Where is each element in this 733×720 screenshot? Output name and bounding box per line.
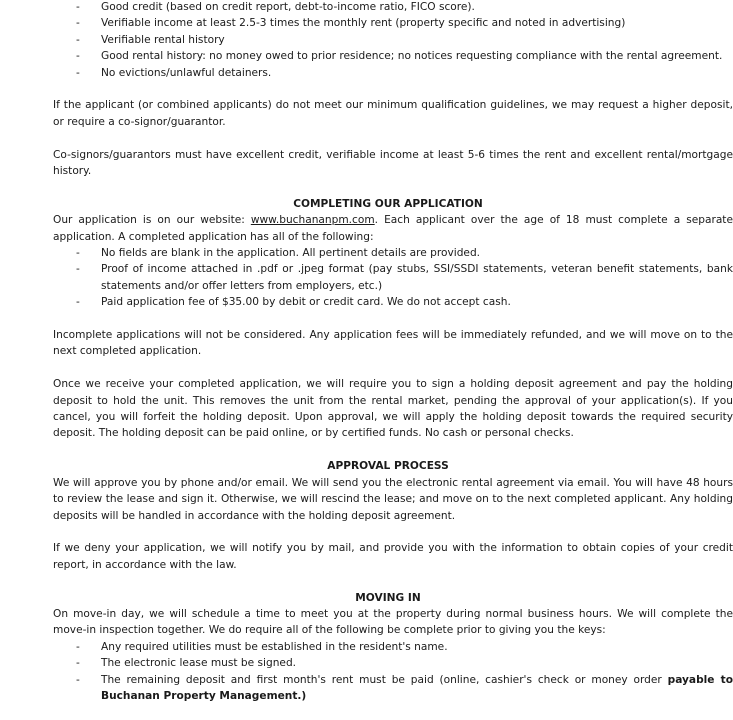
website-link[interactable]: www.buchananpm.com <box>250 214 375 227</box>
paragraph-incomplete-applications: Incomplete applications will not be considered. Any application fees will be immediately refunded, and we will move on to the next completed application. <box>53 329 733 358</box>
qualification-list <box>53 0 733 81</box>
list-item: - Good credit (based on credit report, debt-to-income ratio, FICO score). <box>76 1 475 13</box>
list-item-text: The electronic lease must be signed. <box>101 657 297 670</box>
list-item-text: No evictions/unlawful detainers. <box>101 66 272 79</box>
list-item-text: Verifiable rental history <box>101 33 225 46</box>
section-heading-completing: COMPLETING OUR APPLICATION <box>293 197 483 210</box>
payable-to-text: payable to Buchanan Property Management.) <box>101 673 733 702</box>
list-item-text: Proof of income attached in .pdf or .jpeg format (pay stubs, SSI/SSDI statements, veteran benefit statements, bank statements and/or offer letters from employers, etc.) <box>101 263 733 292</box>
list-item-text: Good credit (based on credit report, debt-to-income ratio, FICO score). <box>101 1 475 13</box>
list-item-text: Good rental history: no money owed to prior residence; no notices requesting compliance with the rental agreement. <box>101 50 723 63</box>
list-item: - The remaining deposit and first month's rent must be paid (online, cashier's check or money order payable to Buchanan Property Management.) <box>76 673 733 702</box>
list-item: - Verifiable income at least 2.5-3 times the monthly rent (property specific and noted in advertising) <box>76 17 626 30</box>
paragraph-application-intro: Our application is on our website: www.buchananpm.com. Each applicant over the age of 18 must complete a separate application. A completed application has all of the following: <box>53 214 733 243</box>
list-item: - No evictions/unlawful detainers. <box>76 66 272 79</box>
document-page <box>53 0 733 704</box>
list-item: - Good rental history: no money owed to prior residence; no notices requesting compliance with the rental agreement. <box>76 50 723 63</box>
application-requirements-list <box>53 245 733 311</box>
paragraph-holding-deposit: Once we receive your completed application, we will require you to sign a holding deposit agreement and pay the holding deposit to hold the unit. This removes the unit from the rental market, pending the approval of your application(s). If you cancel, you will forfeit the holding deposit. Upon approval, we will apply the holding deposit towards the required security deposit. The holding deposit can be paid online, or by certified funds. No cash or personal checks. <box>53 378 733 440</box>
section-heading-moving-in: MOVING IN <box>355 591 421 604</box>
paragraph-approval: We will approve you by phone and/or email. We will send you the electronic rental agreement via email. You will have 48 hours to review the lease and sign it. Otherwise, we will rescind the lease; and move on to the next completed applicant. Any holding deposits will be handled in accordance with the holding deposit agreement. <box>53 476 733 522</box>
list-item: - The electronic lease must be signed. <box>76 657 297 670</box>
move-in-requirements-list <box>53 639 733 705</box>
list-item-text: Verifiable income at least 2.5-3 times the monthly rent (property specific and noted in advertising) <box>101 17 626 30</box>
list-item: - No fields are blank in the application. All pertinent details are provided. <box>76 247 481 260</box>
paragraph-cosigners: Co-signors/guarantors must have excellent credit, verifiable income at least 5-6 times the rent and excellent rental/mortgage history. <box>53 148 733 178</box>
list-item-text: The remaining deposit and first month's rent must be paid (online, cashier's check or money order payable to Buchanan Property Management.) <box>101 673 733 702</box>
paragraph-move-in-intro: On move-in day, we will schedule a time to meet you at the property during normal business hours. We will complete the move-in inspection together. We do require all of the following be complete prior to giving you the keys: <box>53 607 733 637</box>
list-item: - Any required utilities must be established in the resident's name. <box>76 640 448 653</box>
paragraph-denial: If we deny your application, we will notify you by mail, and provide you with the information to obtain copies of your credit report, in accordance with the law. <box>53 542 733 571</box>
paragraph-combined-applicants: If the applicant (or combined applicants) do not meet our minimum qualification guidelines, we may request a higher deposit, or require a co-signor/guarantor. <box>53 99 733 128</box>
list-item: - Proof of income attached in .pdf or .jpeg format (pay stubs, SSI/SSDI statements, veteran benefit statements, bank statements and/or offer letters from employers, etc.) <box>76 263 733 292</box>
list-item-text: No fields are blank in the application. All pertinent details are provided. <box>101 247 481 260</box>
list-item-text: Paid application fee of $35.00 by debit or credit card. We do not accept cash. <box>101 296 511 309</box>
list-item: - Paid application fee of $35.00 by debit or credit card. We do not accept cash. <box>76 296 511 309</box>
section-heading-approval: APPROVAL PROCESS <box>327 460 449 473</box>
list-item: - Verifiable rental history <box>76 33 225 46</box>
list-item-text: Any required utilities must be established in the resident's name. <box>101 640 448 653</box>
